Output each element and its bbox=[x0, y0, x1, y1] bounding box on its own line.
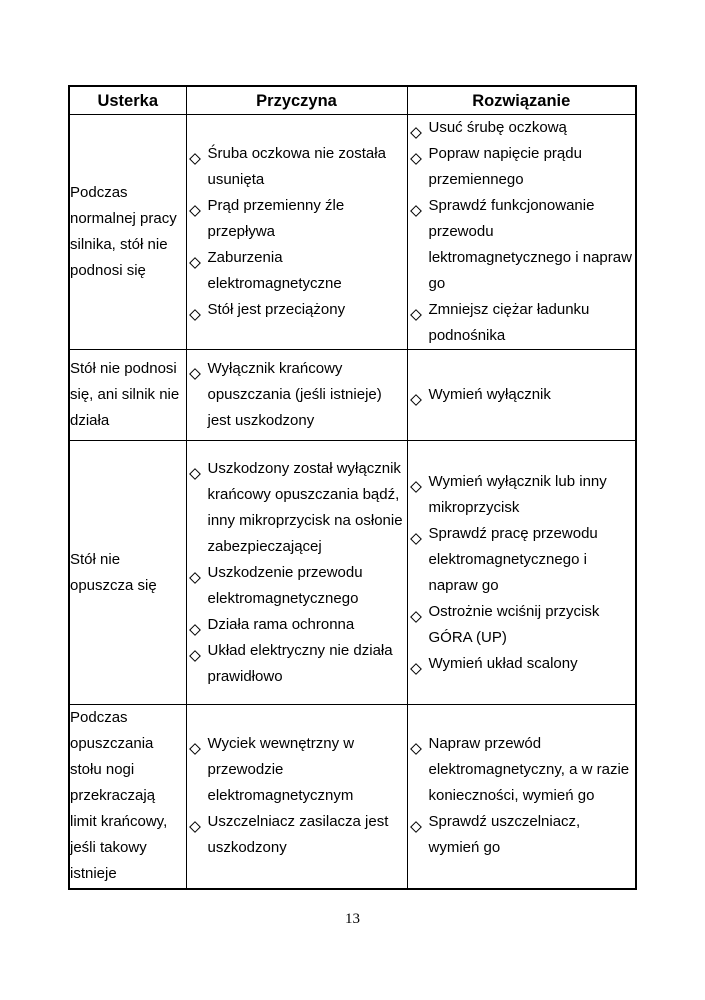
cause-list-item bbox=[187, 638, 407, 690]
diamond-bullet-icon bbox=[410, 606, 422, 618]
solution-text: Wymień układ scalony bbox=[428, 654, 578, 672]
diamond-bullet-icon bbox=[189, 252, 201, 264]
fault-cell bbox=[69, 441, 186, 705]
table-header-row bbox=[69, 86, 636, 115]
diamond-bullet-icon bbox=[189, 463, 201, 475]
cause-text: Zaburzenia elektromagnetyczne bbox=[207, 249, 342, 292]
solution-list-item bbox=[408, 599, 636, 651]
fault-cell bbox=[69, 350, 186, 441]
diamond-bullet-icon bbox=[410, 122, 422, 134]
cause-list-item bbox=[187, 560, 407, 612]
solution-list bbox=[408, 731, 636, 861]
diamond-bullet-icon bbox=[189, 567, 201, 579]
table-row bbox=[69, 705, 636, 889]
diamond-bullet-icon bbox=[189, 816, 201, 828]
solution-list bbox=[408, 469, 636, 677]
cause-cell bbox=[186, 705, 407, 889]
column-header-fault: Usterka bbox=[69, 86, 186, 115]
cause-list-item bbox=[187, 245, 407, 297]
cause-list-item bbox=[187, 356, 407, 434]
cause-list-item bbox=[187, 612, 407, 638]
solution-text: Zmniejsz ciężar ładunku podnośnika bbox=[428, 301, 590, 344]
table-row bbox=[69, 350, 636, 441]
solution-list-item bbox=[408, 115, 636, 141]
solution-text: Usuć śrubę oczkową bbox=[428, 119, 567, 136]
diamond-bullet-icon bbox=[189, 363, 201, 375]
cause-text: Działa rama ochronna bbox=[207, 615, 355, 633]
fault-cell bbox=[69, 705, 186, 889]
diamond-bullet-icon bbox=[410, 528, 422, 540]
solution-text: Popraw napięcie prądu przemiennego bbox=[428, 145, 582, 188]
cause-list bbox=[187, 141, 407, 323]
cause-list bbox=[187, 356, 407, 434]
cause-text: Stół jest przeciążony bbox=[207, 301, 346, 318]
cause-list-item bbox=[187, 456, 407, 560]
solution-list bbox=[408, 382, 636, 408]
diamond-bullet-icon bbox=[189, 619, 201, 631]
solution-list-item bbox=[408, 651, 636, 677]
solution-list-item bbox=[408, 731, 636, 809]
solution-list-item bbox=[408, 521, 636, 599]
cause-cell bbox=[186, 115, 407, 350]
solution-text: Wymień wyłącznik lub inny mikroprzycisk bbox=[428, 472, 607, 516]
page-number: 13 bbox=[345, 911, 360, 927]
solution-text: Sprawdź funkcjonowanie przewodu lektromagnetycznego i napraw go bbox=[428, 197, 632, 292]
solution-cell bbox=[407, 705, 636, 889]
cause-text: Układ elektryczny nie działa prawidłowo bbox=[207, 641, 393, 685]
diamond-bullet-icon bbox=[410, 200, 422, 212]
cause-text: Uszczelniacz zasilacza jest uszkodzony bbox=[207, 813, 389, 857]
fault-text: Stół nie opuszcza się bbox=[70, 550, 157, 594]
troubleshooting-table bbox=[68, 85, 637, 890]
solution-cell bbox=[407, 441, 636, 705]
diamond-bullet-icon bbox=[410, 389, 422, 401]
fault-cell bbox=[69, 115, 186, 350]
solution-text: Sprawdź uszczelniacz, wymień go bbox=[428, 813, 581, 857]
column-header-solution: Rozwiązanie bbox=[407, 86, 636, 115]
solution-list-item bbox=[408, 193, 636, 297]
fault-text: Podczas normalnej pracy silnika, stół nie podnosi się bbox=[70, 184, 177, 279]
fault-text: Podczas opuszczania stołu nogi przekraczają limit krańcowy, jeśli takowy istnieje bbox=[70, 709, 168, 883]
cause-list-item bbox=[187, 193, 407, 245]
solution-cell bbox=[407, 115, 636, 350]
fault-text: Stół nie podnosi się, ani silnik nie działa bbox=[70, 360, 180, 429]
cause-list-item bbox=[187, 297, 407, 323]
cause-list-item bbox=[187, 809, 407, 861]
diamond-bullet-icon bbox=[410, 738, 422, 750]
cause-cell bbox=[186, 350, 407, 441]
cause-list bbox=[187, 731, 407, 861]
solution-text: Wymień wyłącznik bbox=[428, 386, 551, 403]
diamond-bullet-icon bbox=[410, 148, 422, 160]
cause-text: Wyciek wewnętrzny w przewodzie elektromagnetycznym bbox=[207, 735, 355, 805]
cause-text: Prąd przemienny źle przepływa bbox=[207, 197, 345, 240]
cause-list-item bbox=[187, 141, 407, 193]
cause-text: Uszkodzenie przewodu elektromagnetycznego bbox=[207, 563, 363, 607]
cause-text: Uszkodzony został wyłącznik krańcowy opuszczania bądź, inny mikroprzycisk na osłonie zabezpieczającej bbox=[207, 459, 403, 555]
table-row bbox=[69, 115, 636, 350]
column-header-cause: Przyczyna bbox=[186, 86, 407, 115]
diamond-bullet-icon bbox=[189, 148, 201, 160]
cause-text: Wyłącznik krańcowy opuszczania (jeśli istnieje) jest uszkodzony bbox=[207, 360, 382, 429]
solution-list bbox=[408, 115, 636, 349]
diamond-bullet-icon bbox=[410, 304, 422, 316]
solution-list-item bbox=[408, 141, 636, 193]
cause-cell bbox=[186, 441, 407, 705]
solution-list-item bbox=[408, 469, 636, 521]
solution-text: Sprawdź pracę przewodu elektromagnetycznego i napraw go bbox=[428, 524, 598, 594]
solution-text: Ostrożnie wciśnij przycisk GÓRA (UP) bbox=[428, 602, 600, 646]
cause-text: Śruba oczkowa nie została usunięta bbox=[207, 145, 386, 188]
diamond-bullet-icon bbox=[410, 816, 422, 828]
diamond-bullet-icon bbox=[189, 738, 201, 750]
solution-cell bbox=[407, 350, 636, 441]
diamond-bullet-icon bbox=[189, 304, 201, 316]
diamond-bullet-icon bbox=[410, 658, 422, 670]
solution-list-item bbox=[408, 382, 636, 408]
solution-list-item bbox=[408, 297, 636, 349]
cause-list bbox=[187, 456, 407, 690]
solution-text: Napraw przewód elektromagnetyczny, a w razie konieczności, wymień go bbox=[428, 735, 630, 805]
diamond-bullet-icon bbox=[189, 645, 201, 657]
diamond-bullet-icon bbox=[189, 200, 201, 212]
table-row bbox=[69, 441, 636, 705]
solution-list-item bbox=[408, 809, 636, 861]
diamond-bullet-icon bbox=[410, 476, 422, 488]
cause-list-item bbox=[187, 731, 407, 809]
